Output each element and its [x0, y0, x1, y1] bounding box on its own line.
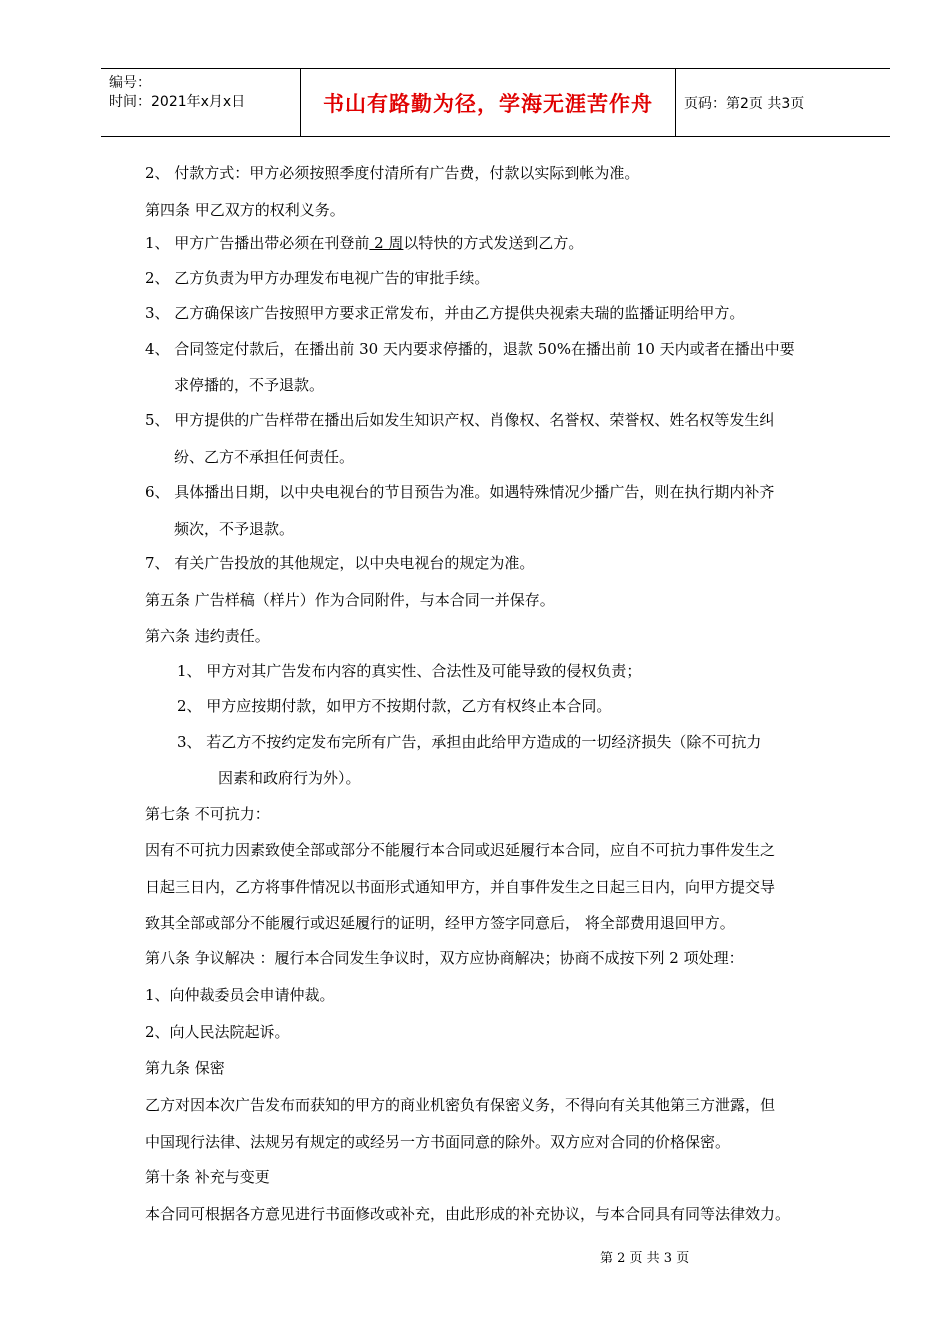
- article-4-item-6-cont: 频次，不予退款。: [174, 520, 295, 538]
- article-7-text-2: 日起三日内，乙方将事件情况以书面形式通知甲方，并自事件发生之日起三日内，向甲方提交导: [145, 878, 776, 896]
- article-10-heading: 第十条 补充与变更: [145, 1168, 270, 1186]
- article-4-heading: 第四条 甲乙双方的权利义务。: [145, 201, 345, 219]
- payment-method-line: 2、 付款方式：甲方必须按照季度付清所有广告费，付款以实际到帐为准。: [145, 164, 640, 182]
- page-header: [101, 68, 890, 137]
- article-9-heading: 第九条 保密: [145, 1059, 225, 1077]
- article-4-item-7: 7、 有关广告投放的其他规定，以中央电视台的规定为准。: [145, 554, 535, 572]
- document-time-label: 时间：2021年x月x日: [109, 94, 246, 110]
- article-4-item-5: 5、 甲方提供的广告样带在播出后如发生知识产权、肖像权、名誉权、荣誉权、姓名权等发生纠: [145, 411, 775, 429]
- article-6-heading: 第六条 违约责任。: [145, 627, 270, 645]
- page-footer: 第 2 页 共 3 页: [600, 1251, 690, 1266]
- article-6-item-1: 1、 甲方对其广告发布内容的真实性、合法性及可能导致的侵权负责；: [177, 662, 642, 680]
- article-4-item-5-cont: 纷、乙方不承担任何责任。: [174, 448, 355, 466]
- article-4-item-3: 3、 乙方确保该广告按照甲方要求正常发布，并由乙方提供央视索夫瑞的监播证明给甲方。: [145, 304, 745, 322]
- article-5: 第五条 广告样稿（样片）作为合同附件，与本合同一并保存。: [145, 591, 555, 609]
- article-4-item-1-text-a: 1、 甲方广告播出带必须在刊登前: [145, 234, 370, 252]
- article-4-item-2: 2、 乙方负责为甲方办理发布电视广告的审批手续。: [145, 269, 490, 287]
- article-4-item-4-cont: 求停播的，不予退款。: [174, 376, 325, 394]
- article-7-text-1: 因有不可抗力因素致使全部或部分不能履行本合同或迟延履行本合同，应自不可抗力事件发生之: [145, 841, 776, 859]
- header-motto: 书山有路勤为径，学海无涯苦作舟: [323, 91, 653, 116]
- header-page-cell: [676, 69, 890, 136]
- article-8-item-1: 1、向仲裁委员会申请仲裁。: [145, 986, 335, 1004]
- article-6-item-3: 3、 若乙方不按约定发布完所有广告，承担由此给甲方造成的一切经济损失（除不可抗力: [177, 733, 762, 751]
- article-8-item-2: 2、向人民法院起诉。: [145, 1023, 290, 1041]
- article-4-item-1-underlined: 2 周: [369, 234, 404, 252]
- article-10-text: 本合同可根据各方意见进行书面修改或补充，由此形成的补充协议，与本合同具有同等法律效力。: [145, 1205, 791, 1223]
- article-6-item-2: 2、 甲方应按期付款，如甲方不按期付款，乙方有权终止本合同。: [177, 697, 612, 715]
- article-9-text-2: 中国现行法律、法规另有规定的或经另一方书面同意的除外。双方应对合同的价格保密。: [145, 1133, 731, 1151]
- article-4-item-1: [145, 232, 583, 253]
- header-motto-cell: [301, 69, 676, 136]
- header-info-cell: [101, 69, 301, 136]
- document-number-label: 编号：: [109, 75, 151, 91]
- article-4-item-4: 4、 合同签定付款后，在播出前 30 天内要求停播的，退款 50%在播出前 10 天内或者在播出中要: [145, 340, 795, 358]
- article-7-text-3: 致其全部或部分不能履行或迟延履行的证明，经甲方签字同意后， 将全部费用退回甲方。: [145, 914, 735, 932]
- article-7-heading: 第七条 不可抗力：: [145, 805, 270, 823]
- article-4-item-6: 6、 具体播出日期，以中央电视台的节目预告为准。如遇特殊情况少播广告，则在执行期内补齐: [145, 483, 775, 501]
- header-page-code: 页码：第2页 共3页: [684, 95, 805, 112]
- article-8: 第八条 争议解决 ：履行本合同发生争议时，双方应协商解决；协商不成按下列 2 项处理：: [145, 949, 744, 967]
- article-4-item-1-text-b: 以特快的方式发送到乙方。: [403, 234, 584, 252]
- article-9-text-1: 乙方对因本次广告发布而获知的甲方的商业机密负有保密义务，不得向有关其他第三方泄露，但: [145, 1096, 776, 1114]
- article-6-item-3-cont: 因素和政府行为外）。: [218, 769, 361, 787]
